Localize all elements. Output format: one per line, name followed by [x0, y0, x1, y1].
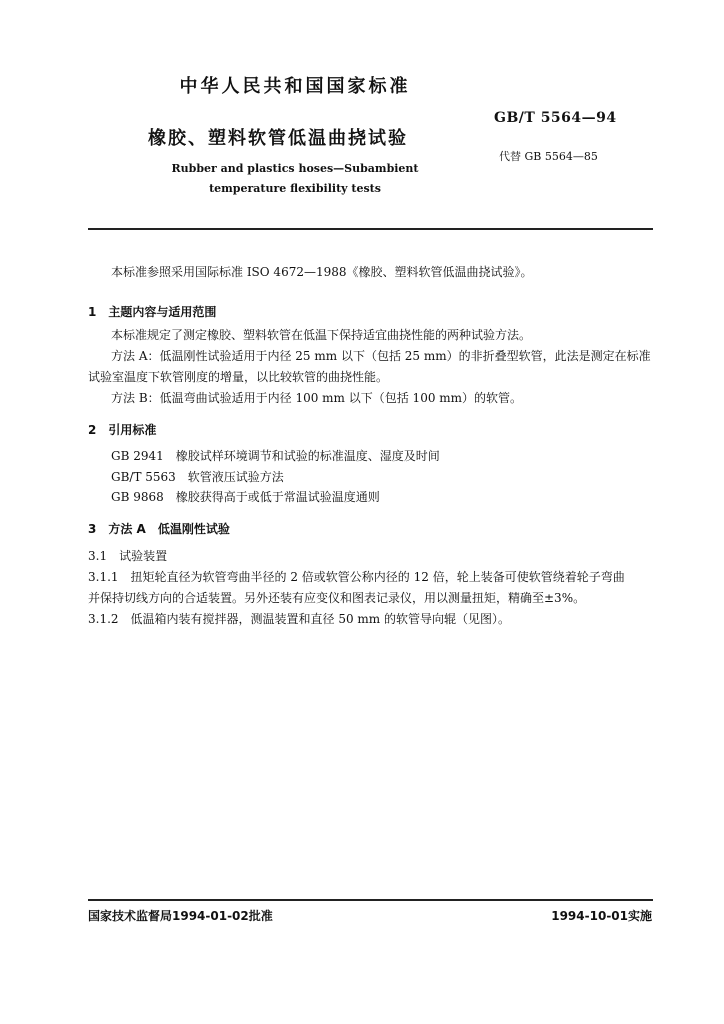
section-1-heading: 1 主题内容与适用范围: [88, 305, 217, 319]
document-title-en-line-1: Rubber and plastics hoses—Subambient: [171, 162, 419, 175]
clause-3-1-2: 3.1.2 低温箱内装有搅拌器，测温装置和直径 50 mm 的软管导向辊（见图）。: [88, 612, 511, 626]
section-1-paragraph-3: 方法 B：低温弯曲试验适用于内径 100 mm 以下（包括 100 mm）的软管。: [111, 391, 523, 405]
section-3-heading: 3 方法 A 低温刚性试验: [88, 522, 230, 536]
standard-number: GB/T 5564—94: [494, 110, 617, 126]
adoption-statement: 本标准参照采用国际标准 ISO 4672—1988《橡胶、塑料软管低温曲挠试验》。: [111, 265, 533, 279]
section-1-paragraph-2-line-2: 试验室温度下软管刚度的增量，以比较软管的曲挠性能。: [88, 370, 389, 384]
approval-note: 国家技术监督局1994-01-02批准: [88, 909, 273, 923]
implementation-date: 1994-10-01实施: [551, 909, 652, 923]
footer-divider: [88, 899, 653, 901]
section-2-heading: 2 引用标准: [88, 423, 157, 437]
reference-item: GB/T 5563 软管液压试验方法: [111, 470, 284, 484]
reference-item: GB 2941 橡胶试样环境调节和试验的标准温度、湿度及时间: [111, 449, 440, 463]
replaces-standard-note: 代替 GB 5564—85: [499, 150, 598, 163]
clause-3-1: 3.1 试验装置: [88, 549, 168, 563]
document-title-en-line-2: temperature flexibility tests: [209, 182, 381, 195]
clause-3-1-1-line-2: 并保持切线方向的合适装置。另外还装有应变仪和图表记录仪，用以测量扭矩，精确至±3%。: [88, 591, 586, 605]
clause-3-1-1-line-1: 3.1.1 扭矩轮直径为软管弯曲半径的 2 倍或软管公称内径的 12 倍，轮上装备可使软管绕着轮子弯曲: [88, 570, 625, 584]
header-divider: [88, 228, 653, 230]
section-1-paragraph-1: 本标准规定了测定橡胶、塑料软管在低温下保持适宜曲挠性能的两种试验方法。: [111, 328, 532, 342]
reference-item: GB 9868 橡胶获得高于或低于常温试验温度通则: [111, 490, 380, 504]
national-standard-heading: 中华人民共和国国家标准: [179, 76, 411, 97]
section-1-paragraph-2-line-1: 方法 A：低温刚性试验适用于内径 25 mm 以下（包括 25 mm）的非折叠型软管，此法是测定在标准: [111, 349, 651, 363]
document-title-cn: 橡胶、塑料软管低温曲挠试验: [148, 128, 408, 149]
